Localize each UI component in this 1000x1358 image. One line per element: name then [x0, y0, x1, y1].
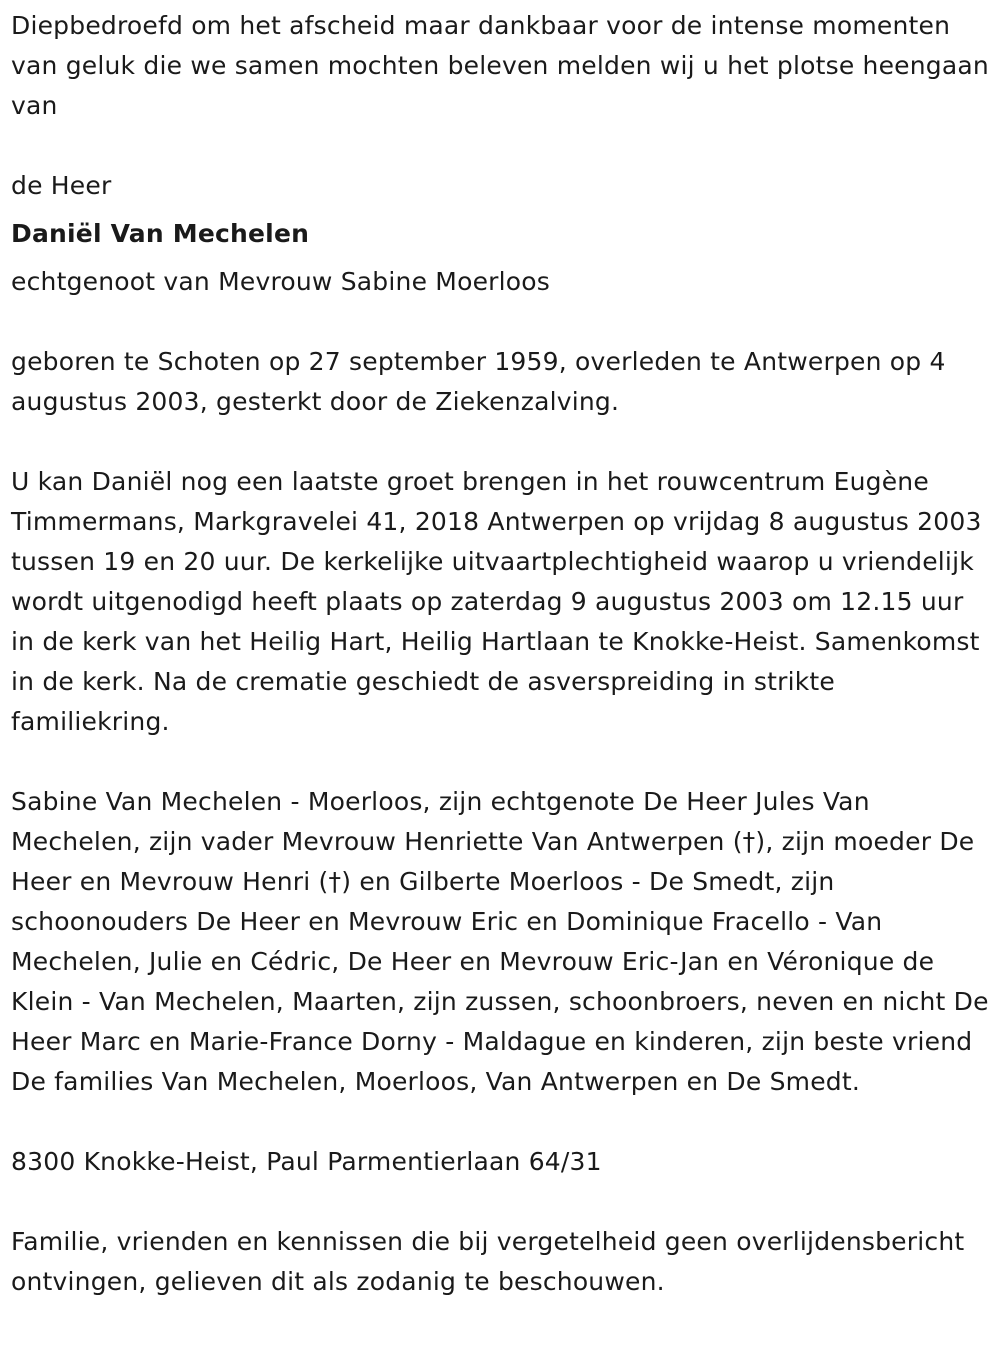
spacer [11, 1182, 991, 1222]
spacer [11, 1102, 991, 1142]
spouse-line: echtgenoot van Mevrouw Sabine Moerloos [11, 267, 550, 296]
obituary-notice [11, 6, 991, 1302]
deceased-name: Daniël Van Mechelen [11, 219, 310, 248]
spacer [11, 302, 991, 342]
spacer [11, 126, 991, 166]
intro-paragraph: Diepbedroefd om het afscheid maar dankbaar voor de intense momenten van geluk die we samen mochten beleven melden wij u het plotse heengaan van [11, 11, 989, 120]
family-paragraph: Sabine Van Mechelen - Moerloos, zijn echtgenote De Heer Jules Van Mechelen, zijn vader Mevrouw Henriette Van Antwerpen (†), zijn moeder De Heer en Mevrouw Henri (†) en Gilberte Moerloos - De Smedt, zijn schoonouders De Heer en Mevrouw Eric en Dominique Fracello - Van Mechelen, Julie en Cédric, De Heer en Mevrouw Eric-Jan en Véronique de Klein - Van Mechelen, Maarten, zijn zussen, schoonbroers, neven en nicht De Heer Marc en Marie-France Dorny - Maldague en kinderen, zijn beste vriend De families Van Mechelen, Moerloos, Van Antwerpen en De Smedt. [11, 787, 989, 1096]
address-line: 8300 Knokke-Heist, Paul Parmentierlaan 64/31 [11, 1147, 602, 1176]
spacer [11, 206, 991, 214]
ceremony-paragraph: U kan Daniël nog een laatste groet brengen in het rouwcentrum Eugène Timmermans, Markgravelei 41, 2018 Antwerpen op vrijdag 8 augustus 2003 tussen 19 en 20 uur. De kerkelijke uitvaartplechtigheid waarop u vriendelijk wordt uitgenodigd heeft plaats op zaterdag 9 augustus 2003 om 12.15 uur in de kerk van het Heilig Hart, Heilig Hartlaan te Knokke-Heist. Samenkomst in de kerk. Na de crematie geschiedt de asverspreiding in strikte familiekring. [11, 467, 982, 736]
birth-death-paragraph: geboren te Schoten op 27 september 1959, overleden te Antwerpen op 4 augustus 2003, gesterkt door de Ziekenzalving. [11, 347, 946, 416]
closing-paragraph: Familie, vrienden en kennissen die bij vergetelheid geen overlijdensbericht ontvingen, gelieven dit als zodanig te beschouwen. [11, 1227, 965, 1296]
honorific-title: de Heer [11, 171, 112, 200]
spacer [11, 254, 991, 262]
spacer [11, 422, 991, 462]
spacer [11, 742, 991, 782]
